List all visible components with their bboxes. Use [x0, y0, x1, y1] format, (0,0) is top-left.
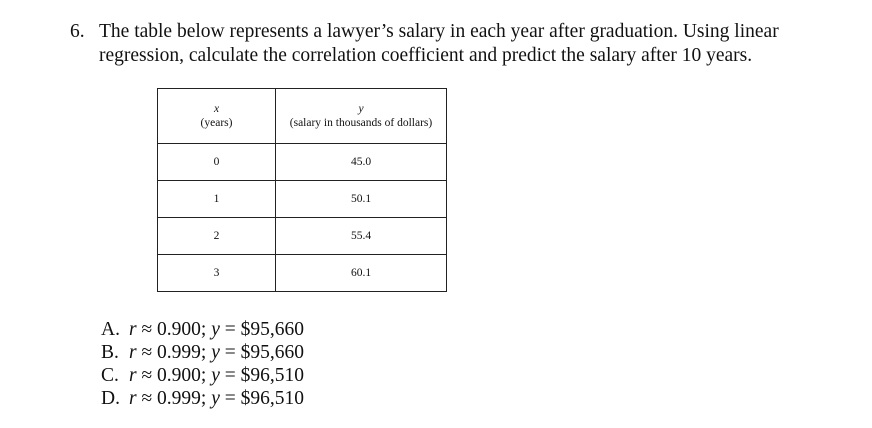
y-value: $96,510: [240, 365, 304, 386]
answer-choices: [101, 318, 304, 410]
y-value: $96,510: [240, 388, 304, 409]
header-x: [158, 89, 276, 144]
y-symbol: y: [211, 319, 220, 340]
choice-letter: C.: [101, 365, 119, 386]
r-symbol: r: [129, 342, 137, 363]
r-value: 0.999: [157, 388, 201, 409]
r-symbol: r: [129, 365, 137, 386]
table-row: [158, 255, 447, 292]
header-y: [276, 89, 447, 144]
r-value: 0.999: [157, 342, 201, 363]
cell-y: 55.4: [276, 218, 447, 255]
approx-symbol: ≈: [141, 365, 153, 386]
y-symbol: y: [211, 365, 220, 386]
data-table: [157, 88, 447, 292]
header-y-unit: (salary in thousands of dollars): [289, 116, 433, 129]
separator: ;: [200, 319, 207, 340]
question-number: 6.: [70, 21, 85, 42]
cell-y: 60.1: [276, 255, 447, 292]
cell-y: 50.1: [276, 181, 447, 218]
equals-symbol: =: [224, 319, 236, 340]
equals-symbol: =: [224, 365, 236, 386]
cell-y: 45.0: [276, 144, 447, 181]
choice-c[interactable]: [101, 364, 304, 387]
approx-symbol: ≈: [141, 388, 153, 409]
table-row: [158, 181, 447, 218]
header-y-var: y: [358, 102, 364, 115]
y-value: $95,660: [240, 342, 304, 363]
y-symbol: y: [211, 342, 220, 363]
equals-symbol: =: [224, 342, 236, 363]
choice-letter: B.: [101, 342, 119, 363]
table-row: [158, 144, 447, 181]
approx-symbol: ≈: [141, 342, 153, 363]
table-header-row: [158, 89, 447, 144]
separator: ;: [200, 342, 207, 363]
choice-d[interactable]: [101, 387, 304, 410]
r-value: 0.900: [157, 319, 201, 340]
cell-x: 1: [158, 181, 276, 218]
choice-letter: A.: [101, 319, 120, 340]
r-symbol: r: [129, 388, 137, 409]
header-x-unit: (years): [200, 116, 233, 129]
equals-symbol: =: [224, 388, 236, 409]
choice-b[interactable]: [101, 341, 304, 364]
separator: ;: [200, 388, 207, 409]
r-symbol: r: [129, 319, 137, 340]
cell-x: 2: [158, 218, 276, 255]
table-row: [158, 218, 447, 255]
cell-x: 0: [158, 144, 276, 181]
header-x-var: x: [213, 102, 220, 115]
choice-a[interactable]: [101, 318, 304, 341]
separator: ;: [200, 365, 207, 386]
r-value: 0.900: [157, 365, 201, 386]
question-text: The table below represents a lawyer’s salary in each year after graduation. Using linear regression, calculate the correlation coefficient and predict the salary after 10 years.: [99, 21, 779, 66]
y-symbol: y: [211, 388, 220, 409]
choice-letter: D.: [101, 388, 120, 409]
cell-x: 3: [158, 255, 276, 292]
approx-symbol: ≈: [141, 319, 153, 340]
y-value: $95,660: [240, 319, 304, 340]
